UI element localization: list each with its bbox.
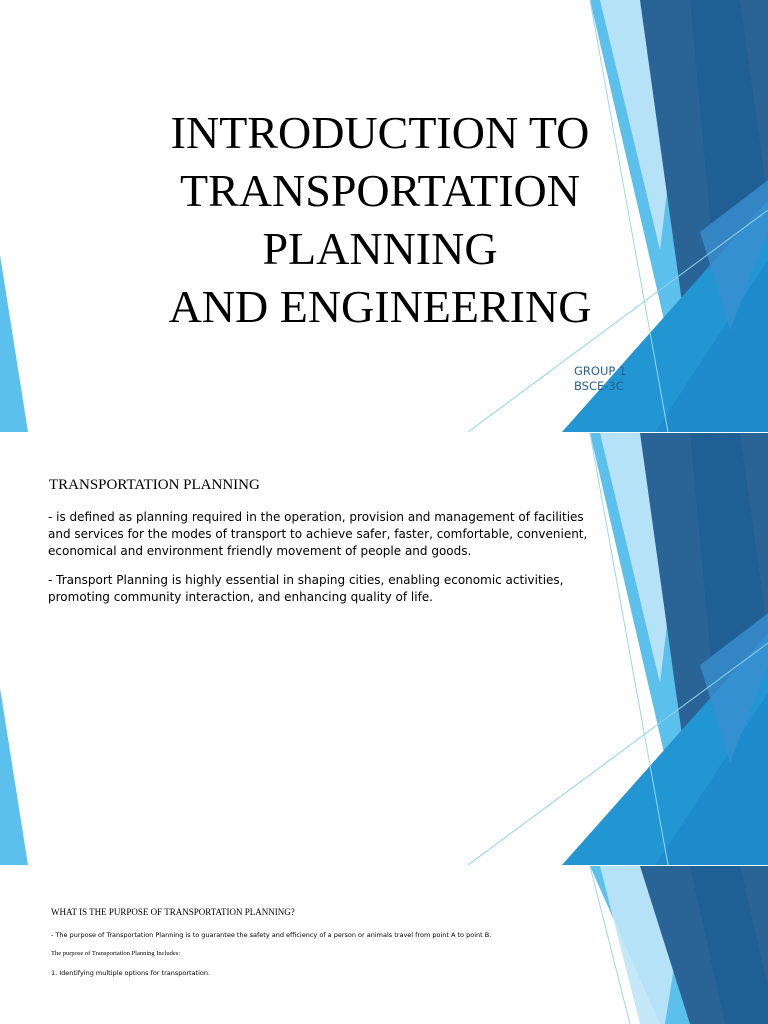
title-line: PLANNING <box>262 223 498 274</box>
title-line: INTRODUCTION TO <box>170 107 590 158</box>
purpose-list-item: 1. Identifying multiple options for transportation. <box>51 969 211 977</box>
purpose-includes-label: The purpose of Transportation Planning Includes: <box>51 950 181 957</box>
definition-paragraph: - is defined as planning required in the operation, provision and management of facilities and services for the modes of transport to achieve safer, faster, comfortable, convenient, economical and environment friendly movement of people and goods. <box>48 510 588 558</box>
subtitle-line: BSCE-3C <box>574 379 624 393</box>
purpose-text: - The purpose of Transportation Planning is to guarantee the safety and efficiency of a person or animals travel from point A to point B. <box>51 931 492 939</box>
slide-title <box>0 0 768 432</box>
title-line: AND ENGINEERING <box>168 281 592 332</box>
importance-paragraph: - Transport Planning is highly essential in shaping cities, enabling economic activities, promoting community interaction, and enhancing quality of life. <box>48 573 564 604</box>
slide-heading: WHAT IS THE PURPOSE OF TRANSPORTATION PLANNING? <box>51 907 295 917</box>
subtitle-line: GROUP 1 <box>574 364 627 378</box>
slide-decoration <box>0 866 768 1024</box>
presentation-title <box>120 104 640 336</box>
title-line: TRANSPORTATION <box>180 165 580 216</box>
presentation-subtitle <box>574 364 626 394</box>
slide-heading: TRANSPORTATION PLANNING <box>49 477 260 493</box>
slide-definition <box>0 433 768 865</box>
slide-purpose <box>0 866 768 1024</box>
slide-decoration <box>0 433 768 865</box>
